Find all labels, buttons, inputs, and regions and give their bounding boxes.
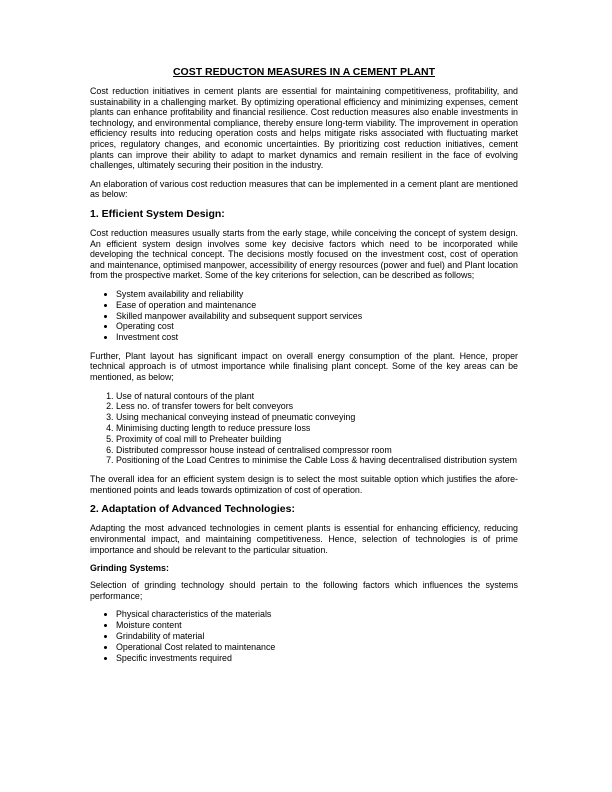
section-1-heading: 1. Efficient System Design: [90, 207, 225, 220]
list-item: • Ease of operation and maintenance [116, 300, 518, 311]
section-1-bullet-list [90, 289, 518, 343]
list-item: 2. Less no. of transfer towers for belt conveyors [116, 401, 518, 412]
section-1-numbered-list [90, 391, 518, 467]
list-item: • Grindability of material [116, 631, 518, 642]
intro-paragraph: Cost reduction initiatives in cement plants are essential for maintaining competitiveness, profitability, and sustainability in a challenging market. By optimizing operational efficiency and minimizing expenses, cement plants can enhance profitability and financial resilience. Cost reduction measures also enable investments in technology, and environmental compliance, thereby ensure long-term viability. The improvement in operation efficiency results into reducing operation costs and helps mitigate risks associated with fluctuating market prices, regulatory changes, and economic uncertainties. By prioritizing cost reduction initiatives, cement plants can improve their ability to adapt to market dynamics and remain resilient in the face of evolving challenges, ultimately securing their position in the industry. [90, 86, 518, 171]
list-item: 7. Positioning of the Load Centres to minimise the Cable Loss & having decentralised distribution system [116, 455, 518, 466]
section-1-paragraph-2: Further, Plant layout has significant impact on overall energy consumption of the plant. Hence, proper technical approach is of utmost importance while finalising plant concept. Some of the key areas can be mentioned, as below; [90, 350, 518, 383]
list-item: • Specific investments required [116, 653, 518, 664]
section-1-paragraph-3: The overall idea for an efficient system design is to select the most suitable option which justifies the afore-mentioned points and leads towards optimization of cost of operation. [90, 474, 518, 495]
list-item: • Investment cost [116, 332, 518, 343]
list-item: 5. Proximity of coal mill to Preheater building [116, 434, 518, 445]
list-item: • System availability and reliability [116, 289, 518, 300]
list-item: • Operational Cost related to maintenance [116, 642, 518, 653]
document-page [90, 66, 518, 671]
grinding-systems-subheading: Grinding Systems: [90, 563, 169, 574]
list-item: • Moisture content [116, 620, 518, 631]
list-item: 1. Use of natural contours of the plant [116, 391, 518, 402]
list-item: • Physical characteristics of the materials [116, 609, 518, 620]
section-2-heading: 2. Adaptation of Advanced Technologies: [90, 503, 295, 516]
list-item: • Skilled manpower availability and subsequent support services [116, 311, 518, 322]
list-item: • Operating cost [116, 321, 518, 332]
list-item: 3. Using mechanical conveying instead of pneumatic conveying [116, 412, 518, 423]
section-2-paragraph-1: Adapting the most advanced technologies in cement plants is essential for enhancing efficiency, reducing environmental impact, and maintaining competitiveness. Hence, selection of technologies is of prime importance and should be relevant to the particular situation. [90, 523, 518, 555]
section-2-bullet-list [90, 609, 518, 663]
list-item: 6. Distributed compressor house instead of centralised compressor room [116, 445, 518, 456]
section-1-paragraph-1: Cost reduction measures usually starts from the early stage, while conceiving the concept of system design. An efficient system design involves some key decisive factors which need to be incorporated while developing the technical concept. The decisions mostly focused on the investment cost, cost of operation and maintenance, optimised manpower, accessibility of energy resources (power and fuel) and Plant location from the prospective market. Some of the key criterions for selection, can be described as follows; [90, 227, 518, 281]
document-title: COST REDUCTON MEASURES IN A CEMENT PLANT [172, 66, 436, 78]
intro-paragraph-2: An elaboration of various cost reduction measures that can be implemented in a cement plant are mentioned as below: [90, 178, 518, 200]
list-item: 4. Minimising ducting length to reduce pressure loss [116, 423, 518, 434]
section-2-paragraph-2: Selection of grinding technology should pertain to the following factors which influences the systems performance; [90, 580, 518, 601]
